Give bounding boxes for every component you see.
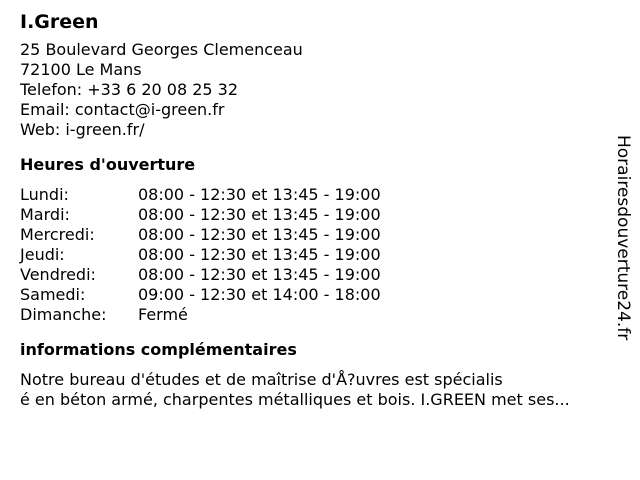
time-value: 08:00 - 12:30 et 13:45 - 19:00: [138, 225, 381, 244]
address-street: 25 Boulevard Georges Clemenceau: [20, 40, 303, 59]
web-line: Web: i-green.fr/: [20, 120, 145, 139]
time-value: 08:00 - 12:30 et 13:45 - 19:00: [138, 205, 381, 224]
time-value: 08:00 - 12:30 et 13:45 - 19:00: [138, 245, 381, 264]
address-city: 72100 Le Mans: [20, 60, 142, 79]
watermark-text: Horairesdouverture24.fr: [613, 135, 633, 341]
time-value: 08:00 - 12:30 et 13:45 - 19:00: [138, 185, 381, 204]
phone-line: Telefon: +33 6 20 08 25 32: [20, 80, 239, 99]
hours-row: [20, 225, 610, 245]
day-label: Mercredi:: [20, 225, 95, 244]
watermark-vertical: [612, 135, 634, 375]
day-label: Mardi:: [20, 205, 70, 224]
info-line: é en béton armé, charpentes métalliques et bois. I.GREEN met ses...: [20, 390, 570, 409]
email-line: Email: contact@i-green.fr: [20, 100, 225, 119]
day-label: Jeudi:: [20, 245, 65, 264]
info-title: informations complémentaires: [20, 340, 297, 359]
day-label: Samedi:: [20, 285, 86, 304]
time-value: 08:00 - 12:30 et 13:45 - 19:00: [138, 265, 381, 284]
time-value: 09:00 - 12:30 et 14:00 - 18:00: [138, 285, 381, 304]
day-label: Dimanche:: [20, 305, 107, 324]
hours-title: Heures d'ouverture: [20, 155, 196, 174]
hours-row: [20, 285, 610, 305]
hours-row: [20, 305, 610, 325]
day-label: Lundi:: [20, 185, 69, 204]
time-value: Fermé: [138, 305, 188, 324]
hours-row: [20, 205, 610, 225]
hours-row: [20, 185, 610, 205]
hours-row: [20, 265, 610, 285]
hours-row: [20, 245, 610, 265]
business-name: I.Green: [20, 11, 99, 33]
business-card: [20, 10, 610, 410]
hours-table: [20, 185, 610, 325]
info-line: Notre bureau d'études et de maîtrise d'Å?uvres est spécialis: [20, 370, 503, 389]
day-label: Vendredi:: [20, 265, 96, 284]
info-description: [20, 370, 610, 410]
